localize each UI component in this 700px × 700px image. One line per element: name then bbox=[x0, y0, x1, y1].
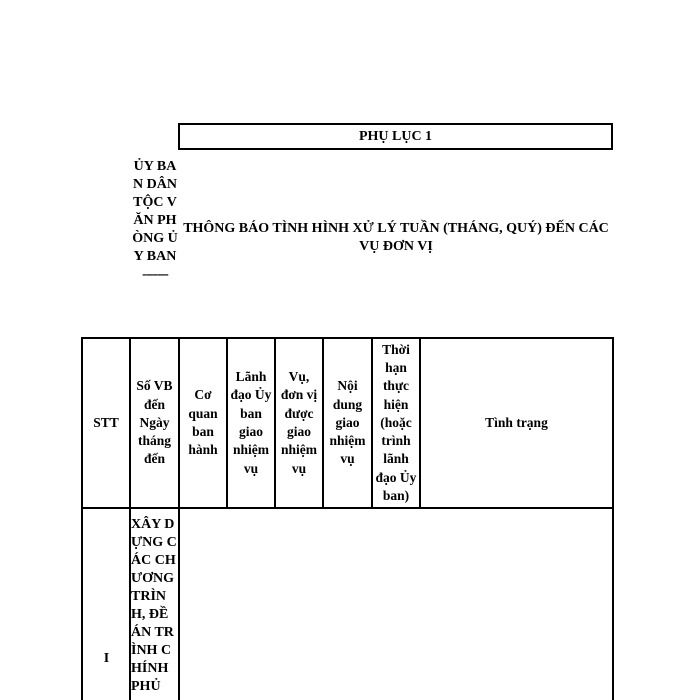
appendix-title: PHỤ LỤC 1 bbox=[358, 128, 433, 144]
header-row-divider bbox=[81, 507, 614, 509]
notice-title: THÔNG BÁO TÌNH HÌNH XỬ LÝ TUẦN (THÁNG, QUÝ) ĐẾN CÁC VỤ ĐƠN VỊ bbox=[183, 221, 609, 254]
header-stt: STT bbox=[93, 414, 119, 430]
table-row-stt: I bbox=[103, 651, 110, 666]
header-deadline: Thời hạn thực hiện (hoặc trình lãnh đạo Ủy ban) bbox=[375, 341, 417, 504]
agency-name: ỦY BAN DÂN TỘC VĂN PHÒNG ỦY BAN bbox=[132, 159, 178, 264]
agency-block bbox=[132, 158, 178, 284]
agency-rule: ------- bbox=[142, 267, 168, 282]
table-row-section-title: XÂY DỰNG CÁC CHƯƠNG TRÌNH, ĐỀ ÁN TRÌNH CHÍNH PHỦ bbox=[131, 517, 177, 694]
appendix-title-box bbox=[178, 123, 613, 150]
header-assigning-leader: Lãnh đạo Ủy ban giao nhiệm vụ bbox=[230, 369, 272, 476]
header-status: Tình trạng bbox=[485, 414, 548, 430]
header-incoming-doc: Số VB đến Ngày tháng đến bbox=[136, 378, 173, 467]
header-assigned-unit: Vụ, đơn vị được giao nhiệm vụ bbox=[280, 369, 318, 476]
header-task-content: Nội dung giao nhiệm vụ bbox=[329, 378, 366, 467]
header-issuing-agency: Cơ quan ban hành bbox=[188, 387, 218, 458]
